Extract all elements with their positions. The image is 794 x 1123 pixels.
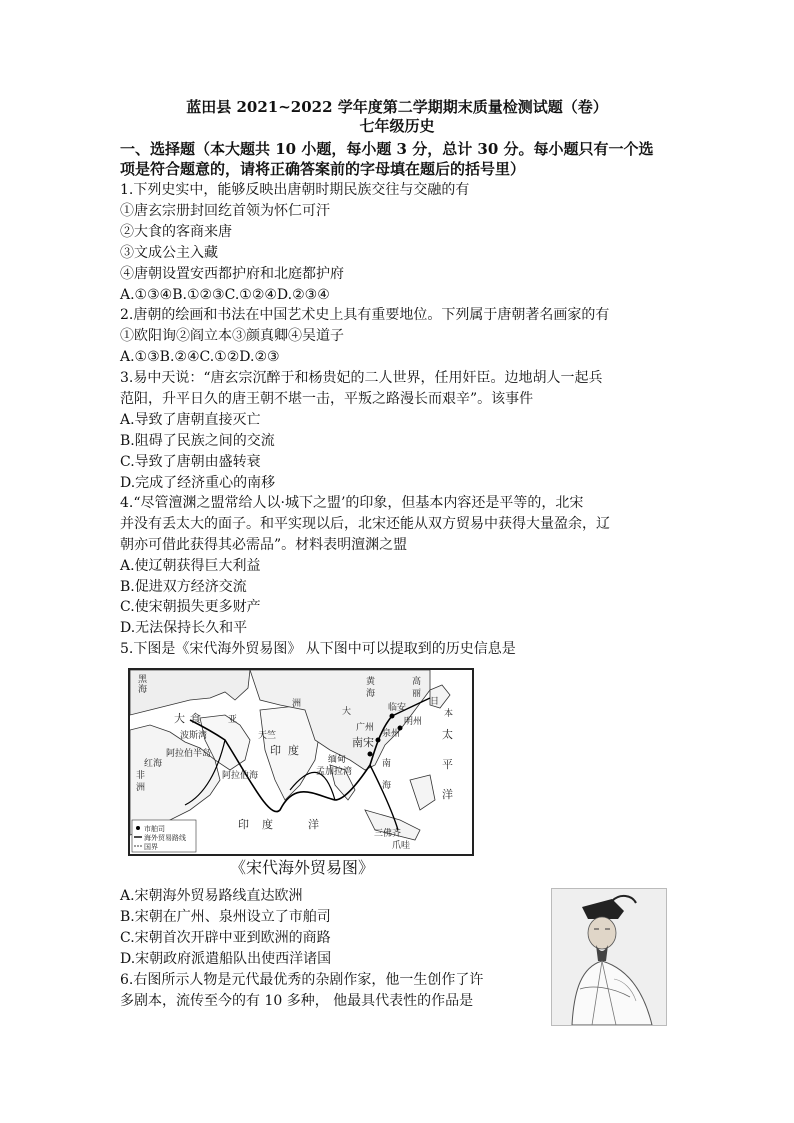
q3-stem-line1: 3.易中天说：“唐玄宗沉醉于和杨贵妃的二人世界，任用奸臣。边地胡人一起兵 [120,370,603,386]
map-label-africa-2: 洲 [136,783,146,793]
map-label-asia: 洲 [292,699,302,709]
section-heading-line1: 一、选择题（本大题共 10 小题，每小题 3 分，总计 30 分。每小题只有一个选 [120,140,654,158]
q1-item-3: ③文成公主入藏 [120,245,218,261]
map-label-koryo: 高 [412,677,422,687]
map-label-quanzhou: 泉州 [382,729,401,739]
map-label-india-2: 度 [288,744,299,757]
map-drawing [130,670,472,854]
legend-port-label: 市舶司 [144,825,165,833]
legend-port-marker [136,826,140,830]
map-label-pacific: 太 [442,728,453,741]
page-title: 蓝田县 2021~2022 学年度第二学期期末质量检测试题（卷） [186,98,608,116]
map-label-indian-ocean-3: 洋 [308,818,319,831]
map-label-india: 印 [270,744,281,757]
page-subtitle: 七年级历史 [359,117,435,135]
map-label-sanfoqi: 三佛齐 [374,829,402,839]
map-label-black-sea: 黑 [138,675,148,685]
q1-item-1: ①唐玄宗册封回纥首领为怀仁可汗 [120,203,330,219]
map-label-ya: 亚 [228,715,238,725]
q1-item-4: ④唐朝设置安西都护府和北庭都护府 [120,266,344,282]
q4-option-a: A.使辽朝获得巨大利益 [120,558,261,574]
map-label-black-sea-2: 海 [138,685,148,695]
map-label-tianzhu: 天竺 [258,731,277,741]
q5-option-c: C.宋朝首次开辟中亚到欧洲的商路 [120,930,331,946]
legend-route-label: 海外贸易路线 [144,834,186,842]
q3-stem-line2: 范阳，升平日久的唐王朝不堪一击，平叛之路漫长而艰辛”。该事件 [120,391,534,407]
q4-stem-line1: 4.“尽管澶渊之盟常给人以·城下之盟’的印象，但基本内容还是平等的，北宋 [120,495,584,511]
map-label-pacific-3: 洋 [442,788,453,801]
map-label-yellow-sea: 黄 [366,677,376,687]
map-label-south-china-sea-2: 海 [382,781,392,791]
q3-option-a: A.导致了唐朝直接灭亡 [120,412,261,428]
map-label-koryo-2: 丽 [412,689,422,699]
map-label-japan-2: 本 [444,709,454,719]
q3-option-c: C.导致了唐朝由盛转衰 [120,454,261,470]
q5-option-b: B.宋朝在广州、泉州设立了市舶司 [120,909,331,925]
q4-option-d: D.无法保持长久和平 [120,620,248,636]
map-label-bengal: 孟加拉湾 [316,767,353,777]
map-label-burma: 缅甸 [328,755,347,765]
map-label-asia-2: 大 [342,707,352,717]
q5-option-d: D.宋朝政府派遣船队出使西洋诸国 [120,951,332,967]
map-label-mingzhou: 明州 [404,717,423,727]
q4-stem-line2: 并没有丢太大的面子。和平实现以后，北宋还能从双方贸易中获得大量盈余，辽 [120,516,610,532]
q4-stem-line3: 朝亦可借此获得其必需品”。材料表明澶渊之盟 [120,537,408,553]
legend-border-label: 国界 [144,843,158,851]
map-label-dashi-2: 食 [190,712,201,725]
map-label-japan: 日 [430,697,440,707]
map-label-dashi: 大 [174,712,185,725]
q1-options: A.①③④B.①②③C.①②④D.②③④ [120,287,330,303]
section-heading-line2: 项是符合题意的，请将正确答案前的字母填在题后的括号里） [120,160,526,178]
map-caption: 《宋代海外贸易图》 [230,858,375,877]
q3-option-b: B.阻碍了民族之间的交流 [120,433,275,449]
q6-stem-line1: 6.右图所示人物是元代最优秀的杂剧作家，他一生创作了许 [120,972,484,988]
portrait-drawing [552,889,666,1025]
q2-stem: 2.唐朝的绘画和书法在中国艺术史上具有重要地位。下列属于唐朝著名画家的有 [120,307,610,323]
q1-item-2: ②大食的客商来唐 [120,224,232,240]
map-label-persian-gulf: 波斯湾 [180,731,208,741]
song-trade-map [128,668,474,856]
map-label-south-china-sea: 南 [382,759,392,769]
map-label-guangzhou: 广州 [356,723,375,733]
q2-items: ①欧阳询②阎立本③颜真卿④吴道子 [120,328,344,344]
q3-option-d: D.完成了经济重心的南移 [120,475,276,491]
map-label-linan: 临安 [388,703,407,713]
q4-option-b: B.促进双方经济交流 [120,579,247,595]
q6-stem-line2: 多剧本，流传至今的有 10 多种， 他最具代表性的作品是 [120,993,474,1009]
q5-option-a: A.宋朝海外贸易路线直达欧洲 [120,888,303,904]
portrait-image [551,888,667,1026]
map-label-arabia: 阿拉伯半岛 [166,749,212,759]
q1-stem: 1.下列史实中，能够反映出唐朝时期民族交往与交融的有 [120,182,470,198]
q4-option-c: C.使宋朝损失更多财产 [120,599,261,615]
map-label-southern-song: 南宋 [352,736,374,749]
map-label-indian-ocean: 印 [238,818,249,831]
map-label-indian-ocean-2: 度 [262,818,273,831]
map-label-yellow-sea-2: 海 [366,689,376,699]
map-label-pacific-2: 平 [442,758,453,771]
map-label-africa: 非 [136,771,146,781]
q2-options: A.①③B.②④C.①②D.②③ [120,349,280,365]
map-label-red-sea: 红海 [144,759,163,769]
q5-stem: 5.下图是《宋代海外贸易图》 从下图中可以提取到的历史信息是 [120,641,516,657]
map-label-arabian-sea: 阿拉伯海 [222,771,259,781]
map-label-java: 爪哇 [392,841,411,851]
